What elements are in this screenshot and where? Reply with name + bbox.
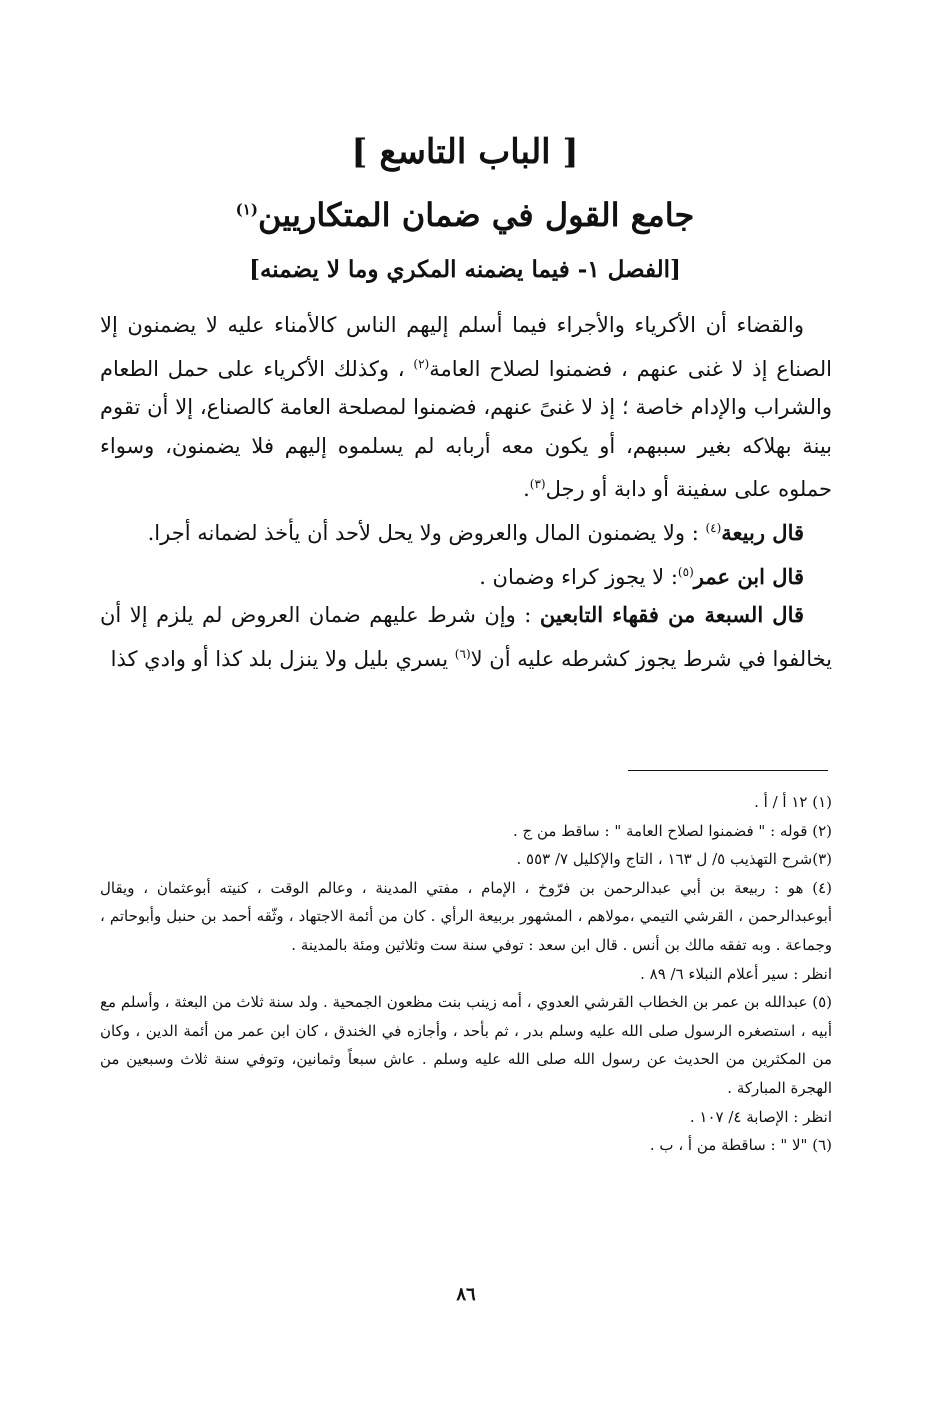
speaker-name: قال السبعة من فقهاء التابعين	[539, 602, 805, 628]
footnote-reference: انظر : سير أعلام النبلاء ٦/ ٨٩ .	[640, 964, 832, 983]
footnote: (٦) "لا " : ساقطة من أ ، ب .	[649, 1136, 832, 1155]
paragraph-text: .	[523, 477, 530, 502]
speaker-name: قال ربيعة	[721, 519, 804, 545]
speaker-name: قال ابن عمر	[693, 563, 804, 589]
paragraph-text: : لا يجوز كراء وضمان .	[479, 564, 678, 589]
chapter-title: [ الباب التاسع ]	[351, 132, 579, 172]
paragraph-text: والقضاء أن الأكرياء والأجراء فيما أسلم إليهم الناس كالأمناء عليه لا يضمنون إلا الصناع إذ لا غنى عنهم ، فضمنوا لصلاح العامة	[100, 313, 832, 381]
section-title-text: جامع القول في ضمان المتكاريين	[257, 196, 695, 234]
footnote-ref: (١)	[235, 200, 258, 219]
paragraph-text: : ولا يضمنون المال والعروض ولا يحل لأحد أن يأخذ لضمانه أجرا.	[147, 520, 706, 545]
page-number: ٨٦	[456, 1284, 476, 1305]
footnote: (٢) قوله : " فضمنوا لصلاح العامة " : ساقط من ج .	[512, 821, 832, 840]
section-title	[100, 196, 830, 234]
main-text	[100, 306, 832, 678]
paragraph	[100, 509, 832, 553]
footnote: (٣)شرح التهذيب ٥/ ل ١٦٣ ، التاج والإكليل ٧/ ٥٥٣ .	[516, 850, 832, 869]
footnote-ref: (٦)	[454, 646, 471, 661]
footnotes	[100, 788, 832, 1160]
footnote: (١) ١٢ أ / أ .	[754, 793, 832, 811]
footnote-ref: (٣)	[529, 477, 546, 492]
footnote: (٥) عبدالله بن عمر بن الخطاب القرشي العدوي ، أمه زينب بنت مظعون الجمحية . ولد سنة ثلاث من البعثة ، وأسلم مع أبيه ، استصغره الرسول صلى الله عليه وسلم بدر ، ثم بأحد ، وأجازه في الخندق ، كان ابن عمر من أئمة الدين ، وكان من المكثرين من الحديث عن رسول الله صلى الله عليه وسلم . عاش سبعاً وثمانين، وتوفي سنة ثلاث وسبعين من الهجرة المباركة .	[100, 993, 832, 1097]
paragraph	[100, 306, 832, 509]
paragraph-text: : وإن شرط عليهم ضمان العروض لم يلزم إلا أن يخالفوا في شرط يجوز كشرطه عليه أن لا	[100, 603, 832, 671]
footnote: (٤) هو : ربيعة بن أبي عبدالرحمن بن فرّوخ ، الإمام ، مفتي المدينة ، وعالم الوقت ، كنيته أبوعثمان ، ويقال أبوعبدالرحمن ، القرشي التيمي ،مولاهم ، المشهور بربيعة الرأي . كان من أئمة الاجتهاد ، وثّقه أحمد بن حنبل وأبوحاتم ، وجماعة . وبه تفقه مالك بن أنس . قال ابن سعد : توفي سنة ست وثلاثين ومئة بالمدينة .	[100, 878, 832, 954]
footnote-ref: (٥)	[677, 564, 694, 579]
subsection-title: [الفصل ١- فيما يضمنه المكري وما لا يضمنه]	[249, 256, 681, 283]
paragraph	[100, 596, 832, 678]
paragraph-text: يسري بليل ولا ينزل بلد كذا أو وادي كذا	[110, 646, 455, 671]
footnote-ref: (٤)	[705, 520, 722, 535]
paragraph-text: ، وكذلك الأكرياء على حمل الطعام والشراب والإدام خاصة ؛ إذ لا غنىً عنهم، فضمنوا لمصلحة العامة كالصناع، إلا أن تقوم بينة بهلاكه بغير سببهم، أو يكون معه أربابه لم يسلموه إليهم فلا يضمنون، وسواء حملوه على سفينة أو دابة أو رجل	[100, 356, 832, 502]
paragraph	[100, 553, 832, 597]
footnote-divider	[628, 770, 828, 771]
footnote-ref: (٢)	[413, 356, 430, 371]
footnote-reference: انظر : الإصابة ٤/ ١٠٧ .	[689, 1107, 832, 1126]
